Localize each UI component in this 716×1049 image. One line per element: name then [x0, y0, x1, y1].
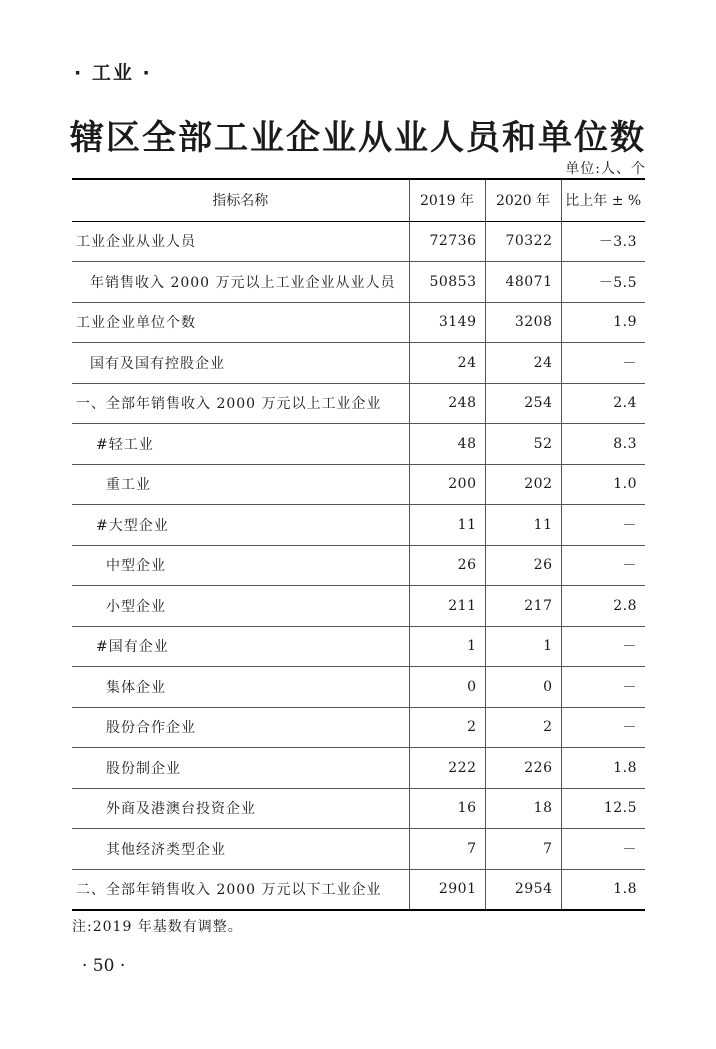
- row-name: 其他经济类型企业: [106, 841, 226, 858]
- table-row: [72, 505, 645, 546]
- row-name: 小型企业: [106, 598, 166, 615]
- value-2020: 18: [485, 788, 561, 829]
- unit-label: 单位:人、个: [565, 161, 646, 177]
- table-row: [72, 586, 645, 627]
- value-change: 2.4: [561, 383, 645, 424]
- value-change: 2.8: [561, 586, 645, 627]
- value-2020: 7: [485, 829, 561, 870]
- value-change: 12.5: [561, 788, 645, 829]
- row-name: 外商及港澳台投资企业: [106, 801, 256, 818]
- value-2020: 11: [485, 505, 561, 546]
- value-2019: 48: [409, 424, 485, 465]
- data-table: [72, 178, 645, 911]
- value-2019: 248: [409, 383, 485, 424]
- value-2019: 2: [409, 707, 485, 748]
- value-2020: 24: [485, 343, 561, 384]
- value-2020: 217: [485, 586, 561, 627]
- table-row: [72, 869, 645, 910]
- value-2020: 226: [485, 748, 561, 789]
- value-change: －3.3: [561, 221, 645, 262]
- column-header-indicator: 指标名称: [212, 193, 269, 210]
- row-name: #国有企业: [96, 639, 169, 656]
- row-name: #大型企业: [96, 517, 169, 534]
- value-change: －5.5: [561, 262, 645, 303]
- value-2019: 3149: [409, 302, 485, 343]
- value-2020: 2954: [485, 869, 561, 910]
- value-2019: 211: [409, 586, 485, 627]
- value-change: 1.8: [561, 748, 645, 789]
- value-change: －: [561, 626, 645, 667]
- table-row: [72, 262, 645, 303]
- value-change: －: [561, 343, 645, 384]
- table-row: [72, 748, 645, 789]
- value-2019: 24: [409, 343, 485, 384]
- value-2020: 0: [485, 667, 561, 708]
- column-header-2020: 2020 年: [485, 179, 561, 221]
- value-2019: 11: [409, 505, 485, 546]
- row-name: 一、全部年销售收入 2000 万元以上工业企业: [76, 396, 382, 413]
- row-name: 工业企业从业人员: [76, 234, 196, 251]
- table-note: 注:2019 年基数有调整。: [72, 919, 243, 935]
- row-name: 重工业: [106, 477, 151, 494]
- row-name: 工业企业单位个数: [76, 315, 196, 332]
- value-2019: 72736: [409, 221, 485, 262]
- table-row: [72, 788, 645, 829]
- value-2020: 26: [485, 545, 561, 586]
- page-number: · 50 ·: [82, 956, 126, 976]
- value-2020: 48071: [485, 262, 561, 303]
- value-2019: 2901: [409, 869, 485, 910]
- value-change: －: [561, 667, 645, 708]
- value-2019: 200: [409, 464, 485, 505]
- row-name: 二、全部年销售收入 2000 万元以下工业企业: [76, 882, 382, 898]
- row-name: 股份制企业: [106, 760, 181, 777]
- value-2020: 70322: [485, 221, 561, 262]
- row-name: 集体企业: [106, 679, 166, 696]
- page-title: 辖区全部工业企业从业人员和单位数: [70, 118, 646, 158]
- value-2020: 1: [485, 626, 561, 667]
- table-row: [72, 545, 645, 586]
- value-2020: 202: [485, 464, 561, 505]
- table-row: [72, 707, 645, 748]
- value-change: －: [561, 829, 645, 870]
- section-tag: · 工业 ·: [74, 62, 152, 84]
- table-row: [72, 343, 645, 384]
- row-name: #轻工业: [96, 436, 154, 453]
- value-2019: 50853: [409, 262, 485, 303]
- table-row: [72, 302, 645, 343]
- row-name: 股份合作企业: [106, 720, 196, 737]
- table-row: [72, 829, 645, 870]
- column-header-change: 比上年 ± %: [561, 179, 645, 221]
- value-change: －: [561, 545, 645, 586]
- row-name: 年销售收入 2000 万元以上工业企业从业人员: [90, 274, 396, 291]
- value-2020: 2: [485, 707, 561, 748]
- row-name: 中型企业: [106, 558, 166, 575]
- value-change: 1.0: [561, 464, 645, 505]
- table-row: [72, 464, 645, 505]
- table-header-row: [72, 179, 645, 221]
- value-2020: 254: [485, 383, 561, 424]
- value-2019: 0: [409, 667, 485, 708]
- value-2019: 7: [409, 829, 485, 870]
- value-2019: 1: [409, 626, 485, 667]
- value-2020: 52: [485, 424, 561, 465]
- value-2019: 16: [409, 788, 485, 829]
- value-2020: 3208: [485, 302, 561, 343]
- column-header-2019: 2019 年: [409, 179, 485, 221]
- value-change: －: [561, 707, 645, 748]
- value-change: 8.3: [561, 424, 645, 465]
- table-row: [72, 667, 645, 708]
- value-change: －: [561, 505, 645, 546]
- value-change: 1.9: [561, 302, 645, 343]
- table-row: [72, 626, 645, 667]
- table-row: [72, 221, 645, 262]
- table-row: [72, 424, 645, 465]
- value-2019: 222: [409, 748, 485, 789]
- row-name: 国有及国有控股企业: [90, 355, 225, 372]
- value-2019: 26: [409, 545, 485, 586]
- value-change: 1.8: [561, 869, 645, 910]
- table-row: [72, 383, 645, 424]
